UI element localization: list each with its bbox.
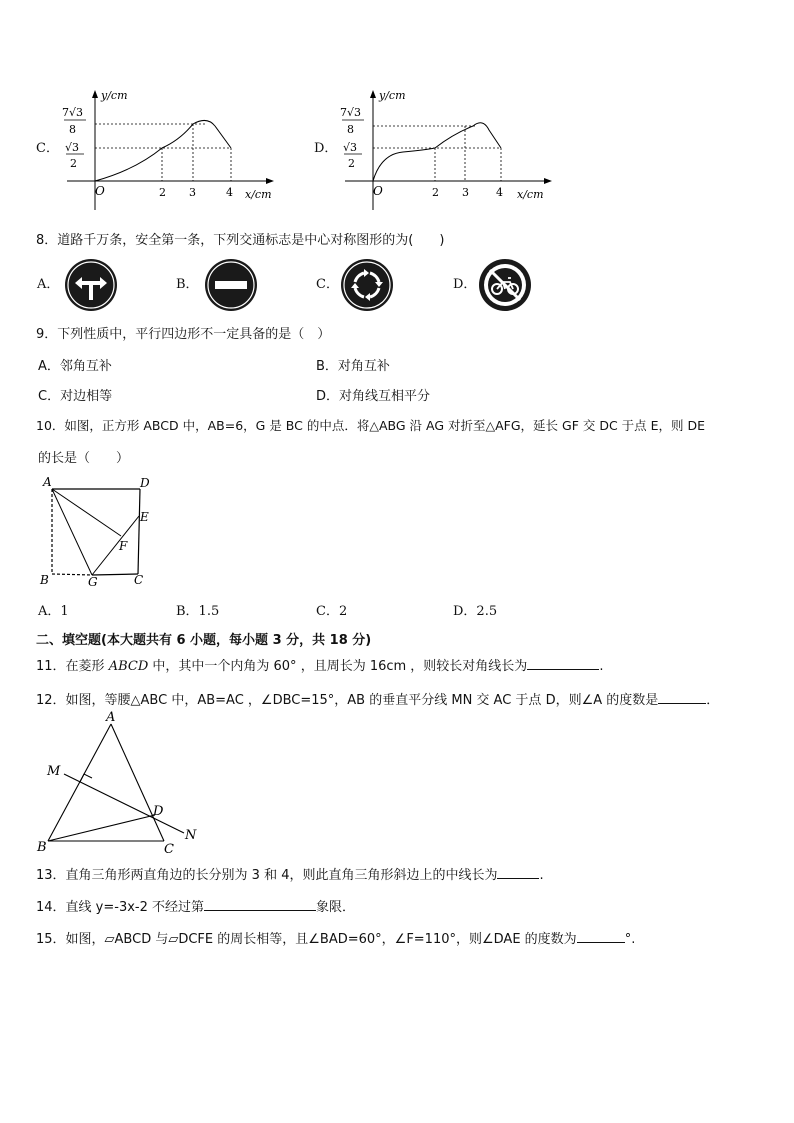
q12-label-A: A <box>106 710 116 725</box>
q10-stem-line1: 10．如图，正方形 ABCD 中，AB=6，G 是 BC 的中点．将△ABG 沿 AG 对折至△AFG，延长 GF 交 DC 于点 E，则 DE <box>36 418 706 433</box>
q10-label-C: C <box>134 573 144 587</box>
x-tick-4: 4 <box>496 186 503 199</box>
q10-option-c[interactable]: C．2 <box>316 604 348 619</box>
q13-end: . <box>539 868 544 883</box>
x-axis-label: x/cm <box>245 188 272 201</box>
q7-graph-c <box>55 82 285 212</box>
q14-answer-blank[interactable] <box>204 898 316 911</box>
q9-option-b[interactable]: B．对角互补 <box>316 359 390 374</box>
q9-option-a[interactable]: A．邻角互补 <box>38 359 112 374</box>
no-entry-sign-icon[interactable] <box>204 258 258 312</box>
q8-option-d-label: D． <box>453 277 477 292</box>
x-tick-3: 3 <box>189 186 196 199</box>
x-tick-3: 3 <box>462 186 469 199</box>
q11-text-after: 中，其中一个内角为 60° ，且周长为 16cm ，则较长对角线长为 <box>148 659 528 674</box>
q12-label-M: M <box>47 764 61 779</box>
q14-text: 14．直线 y=-3x-2 不经过第 <box>36 900 205 915</box>
y-tick-low-denominator: 2 <box>348 157 355 170</box>
no-bicycles-sign-icon[interactable] <box>478 258 532 312</box>
turn-left-or-right-sign-icon[interactable] <box>64 258 118 312</box>
y-tick-low-numerator: √3 <box>343 141 358 154</box>
q12-label-N: N <box>185 828 197 843</box>
roundabout-sign-icon[interactable] <box>340 258 394 312</box>
y-tick-low-denominator: 2 <box>70 157 77 170</box>
q11-shape: ABCD <box>108 659 149 674</box>
q10-label-F: F <box>119 539 128 553</box>
graph-d-curve <box>373 123 501 181</box>
x-axis-label: x/cm <box>517 188 544 201</box>
q14 <box>36 896 355 915</box>
x-tick-4: 4 <box>226 186 233 199</box>
q12-label-D: D <box>153 804 164 819</box>
y-axis-label: y/cm <box>379 89 406 102</box>
q10-stem-line2: 的长是（ ） <box>38 451 130 466</box>
q13 <box>36 864 544 883</box>
q15-end: °. <box>624 932 636 947</box>
q9-option-d[interactable]: D．对角线互相平分 <box>316 389 431 404</box>
q15 <box>36 928 635 947</box>
q11 <box>36 655 603 674</box>
q10-label-E: E <box>140 510 149 524</box>
q8-option-b-label: B． <box>176 277 199 292</box>
q8-stem: 8．道路千万条，安全第一条，下列交通标志是中心对称图形的为( ) <box>36 233 445 248</box>
q12 <box>36 689 719 708</box>
x-tick-2: 2 <box>159 186 166 199</box>
q9-option-c[interactable]: C．对边相等 <box>38 389 113 404</box>
q11-text-before: 11．在菱形 <box>36 659 109 674</box>
q7-option-c-label: C． <box>36 141 59 156</box>
q9-stem: 9．下列性质中，平行四边形不一定具备的是（ ） <box>36 327 331 342</box>
q12-end: ． <box>706 693 720 708</box>
x-tick-2: 2 <box>432 186 439 199</box>
q7-graph-d <box>333 82 563 212</box>
q10-label-D: D <box>140 476 150 490</box>
graph-c-curve <box>95 120 231 181</box>
section-2-title: 二、填空题(本大题共有 6 小题，每小题 3 分，共 18 分) <box>36 633 372 648</box>
q11-answer-blank[interactable] <box>527 657 599 670</box>
q13-answer-blank[interactable] <box>497 866 539 879</box>
q8-option-c-label: C． <box>316 277 339 292</box>
y-tick-top-numerator: 7√3 <box>62 106 84 119</box>
q10-option-d[interactable]: D．2.5 <box>453 604 498 619</box>
q13-text: 13．直角三角形两直角边的长分别为 3 和 4，则此直角三角形斜边上的中线长为 <box>36 868 498 883</box>
q10-square-figure <box>36 472 166 592</box>
q10-label-A: A <box>43 475 52 489</box>
q10-option-a[interactable]: A．1 <box>38 604 69 619</box>
q11-end: . <box>599 659 604 674</box>
origin-label: O <box>373 184 383 198</box>
q10-label-G: G <box>88 575 98 589</box>
y-tick-top-denominator: 8 <box>69 123 76 136</box>
q14-end: 象限． <box>316 900 356 915</box>
origin-label: O <box>95 184 105 198</box>
q12-answer-blank[interactable] <box>658 691 706 704</box>
y-axis-label: y/cm <box>101 89 128 102</box>
q8-option-a-label: A． <box>37 277 60 292</box>
q7-option-d-label: D． <box>314 141 338 156</box>
q12-label-C: C <box>164 842 174 856</box>
q12-text: 12．如图，等腰△ABC 中，AB=AC ，∠DBC=15°，AB 的垂直平分线 MN 交 AC 于点 D，则∠A 的度数是 <box>36 693 659 708</box>
q10-option-b[interactable]: B．1.5 <box>176 604 220 619</box>
q15-answer-blank[interactable] <box>577 930 625 943</box>
q12-label-B: B <box>37 840 47 855</box>
y-tick-top-denominator: 8 <box>347 123 354 136</box>
q10-label-B: B <box>40 573 49 587</box>
y-tick-top-numerator: 7√3 <box>340 106 362 119</box>
q12-triangle-figure <box>34 708 204 856</box>
q15-text: 15．如图，▱ABCD 与▱DCFE 的周长相等，且∠BAD=60°，∠F=110°，则∠DAE 的度数为 <box>36 932 577 947</box>
y-tick-low-numerator: √3 <box>65 141 80 154</box>
